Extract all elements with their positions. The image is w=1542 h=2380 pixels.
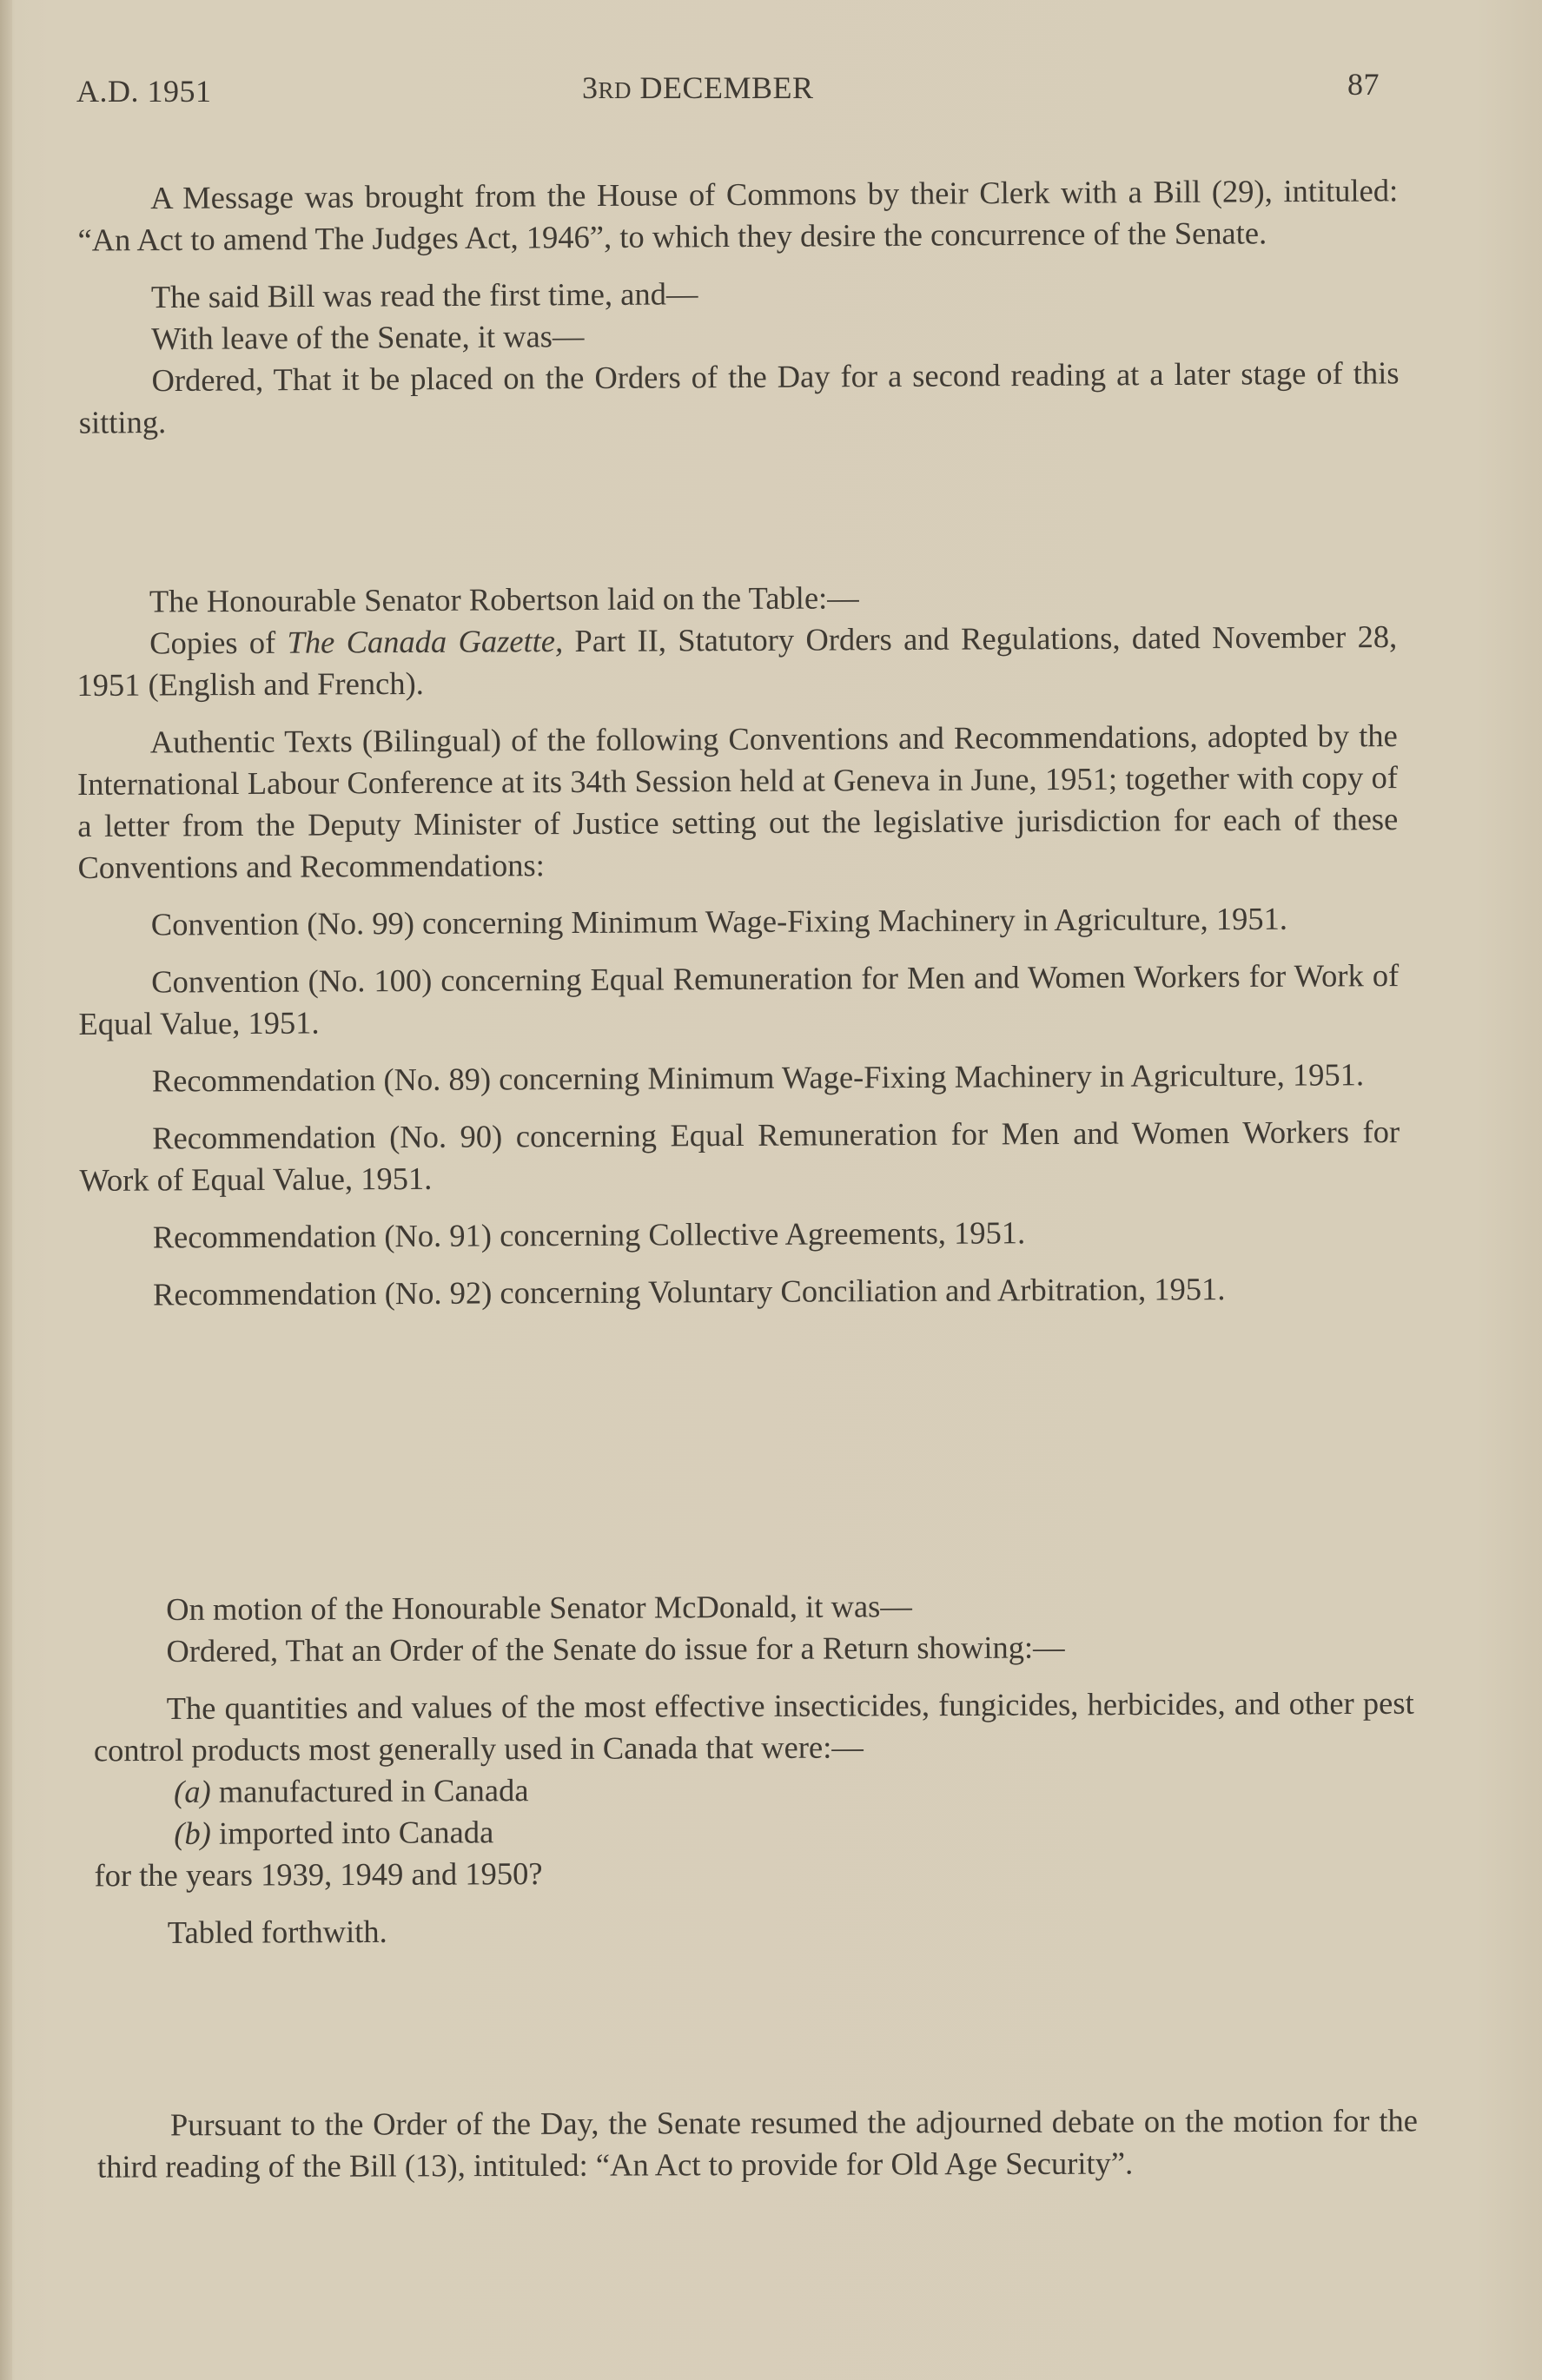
old-age-security-section bbox=[97, 2099, 1418, 2187]
sub-item-b-text: imported into Canada bbox=[210, 1814, 494, 1851]
sub-item-a-label: (a) bbox=[174, 1773, 211, 1809]
motion-paragraph: On motion of the Honourable Senator McDonald, it was— bbox=[166, 1588, 912, 1627]
list-item: Recommendation (No. 89) concerning Minimum Wage-Fixing Machinery in Agriculture, 1951. bbox=[151, 1056, 1365, 1099]
gazette-title: The Canada Gazette, bbox=[287, 623, 564, 660]
page-binding-edge bbox=[0, 0, 12, 2380]
running-header bbox=[76, 68, 1386, 120]
first-reading-paragraph: The said Bill was read the first time, and— bbox=[150, 275, 698, 315]
header-date-month: DECEMBER bbox=[639, 70, 814, 105]
tabled-forthwith-paragraph: Tabled forthwith. bbox=[167, 1913, 387, 1950]
sub-item-a bbox=[94, 1766, 1414, 1814]
laid-on-table-paragraph: The Honourable Senator Robertson laid on the Table:— bbox=[149, 579, 859, 619]
list-item: Convention (No. 100) concerning Equal Remuneration for Men and Women Workers for Work of Equal Value, 1951. bbox=[78, 957, 1400, 1041]
sub-item-b bbox=[94, 1808, 1414, 1855]
header-year: A.D. 1951 bbox=[76, 74, 212, 109]
list-item: Convention (No. 99) concerning Minimum Wage-Fixing Machinery in Agriculture, 1951. bbox=[150, 900, 1288, 942]
header-date-number: 3 bbox=[582, 70, 599, 105]
gazette-text-before: Copies of bbox=[149, 624, 288, 661]
page-number: 87 bbox=[1347, 67, 1380, 102]
return-order-section bbox=[93, 1583, 1415, 1954]
sub-item-a-text: manufactured in Canada bbox=[210, 1772, 529, 1809]
list-item: Recommendation (No. 90) concerning Equal Remuneration for Men and Women Workers for Work of Equal Value, 1951. bbox=[79, 1114, 1400, 1198]
commons-message-section bbox=[77, 169, 1400, 443]
message-paragraph: A Message was brought from the House of Commons by their Clerk with a Bill (29), intituled: “An Act to amend The Judges Act, 1946”, to which they desire the concurrence of the Senate. bbox=[77, 172, 1399, 258]
header-date bbox=[582, 69, 814, 106]
order-paragraph: Ordered, That an Order of the Senate do issue for a Return showing:— bbox=[166, 1629, 1065, 1669]
list-item: Recommendation (No. 92) concerning Voluntary Conciliation and Arbitration, 1951. bbox=[152, 1271, 1226, 1312]
tabled-documents-section bbox=[76, 574, 1400, 1316]
authentic-texts-paragraph: Authentic Texts (Bilingual) of the following Conventions and Recommendations, adopted by the International Labour Conference at its 34th Session held at Geneva in June, 1951; together with copy of a letter from the Deputy Minister of Justice setting out the legislative jurisdiction for each of these Conventions and Recommendations: bbox=[76, 717, 1399, 885]
adjourned-debate-paragraph: Pursuant to the Order of the Day, the Senate resumed the adjourned debate on the motion for the third reading of the Bill (13), intituled: “An Act to provide for Old Age Security”. bbox=[97, 2102, 1418, 2185]
quantities-paragraph: The quantities and values of the most effective insecticides, fungicides, herbicides, and other pest control products most generally used in Canada that were:— bbox=[93, 1684, 1414, 1768]
years-paragraph: for the years 1939, 1949 and 1950? bbox=[94, 1855, 543, 1894]
list-item: Recommendation (No. 91) concerning Collective Agreements, 1951. bbox=[152, 1214, 1026, 1255]
sub-item-b-label: (b) bbox=[174, 1815, 211, 1851]
header-date-suffix: RD bbox=[598, 77, 632, 103]
ordered-paragraph: Ordered, That it be placed on the Orders of the Day for a second reading at a later stage of this sitting. bbox=[78, 354, 1400, 440]
gazette-text-after: Part II, Statutory Orders and Regulations, dated November 28, 1951 (English and French). bbox=[76, 618, 1398, 703]
leave-paragraph: With leave of the Senate, it was— bbox=[151, 318, 585, 357]
gazette-paragraph bbox=[76, 616, 1397, 706]
